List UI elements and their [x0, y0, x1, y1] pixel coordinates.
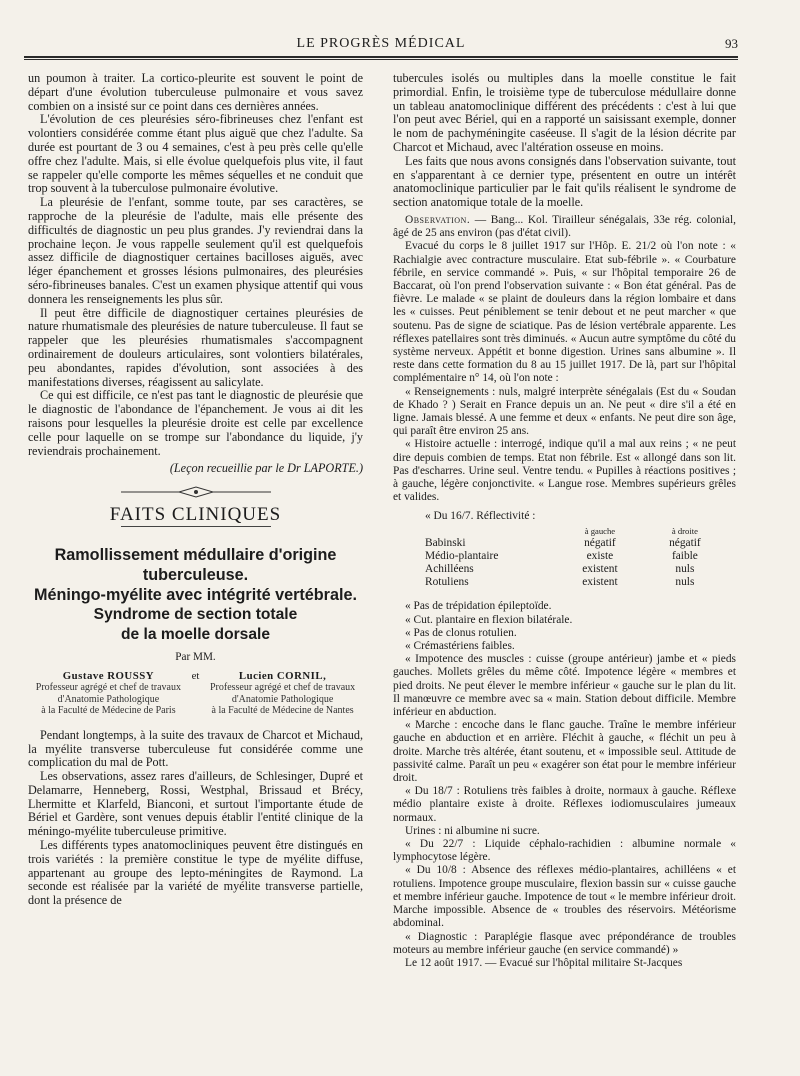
- reflex-name: Rotuliens: [425, 575, 469, 588]
- paragraph: Les faits que nous avons consignés dans l'observation suivante, tout en s'apparentant à ce dernier type, présentent en outre un intérêt anatomoclinique particulier par le fait qu'ils réalisent le syndrome de section anatomique totale de la moelle.: [393, 153, 736, 210]
- article-title-line: Syndrome de section totale: [93, 605, 298, 623]
- reflex-right-value: négatif: [669, 537, 701, 550]
- right-column: [393, 72, 736, 970]
- paragraph: Pendant longtemps, à la suite des travaux de Charcot et Michaud, la myélite transverse tuberculeuse fut considérée comme une complication du mal de Pott.: [28, 727, 363, 770]
- observation-paragraph: « Impotence des muscles : cuisse (groupe antérieur) jambe et « pieds gauches. Mollets grêles du même côté. Impotence légère « membres et pied droits. Ne peut élever le membre inférieur « gauche sur le plan du lit. Il manœuvre ce membre avec sa « main. Station debout difficile. Membre inférieur en abduction.: [393, 653, 736, 719]
- article-title-line: Méningo-myélite avec intégrité vertébrale.: [34, 585, 357, 604]
- reflex-right-value: nuls: [675, 575, 695, 588]
- running-header: [24, 26, 738, 58]
- reflex-heading: « Du 16/7. Réflectivité :: [425, 510, 536, 523]
- observation-line: « Pas de trépidation épileptoïde.: [405, 600, 552, 613]
- observation-paragraph: « Diagnostic : Paraplégie flasque avec prépondérance de troubles moteurs au membre inférieur gauche (en service commandé) »: [393, 930, 736, 956]
- author-affiliation: à la Faculté de Médecine de Nantes: [211, 705, 354, 717]
- left-column: [28, 72, 363, 908]
- author-name: Gustave ROUSSY: [62, 669, 155, 682]
- byline: Par MM.: [175, 650, 216, 663]
- reflex-right-value: nuls: [675, 562, 695, 575]
- observation-line: « Crémastériens faibles.: [405, 640, 515, 653]
- reflex-left-value: négatif: [584, 537, 616, 550]
- journal-title: LE PROGRÈS MÉDICAL: [296, 36, 466, 51]
- observation-intro: — Bang... Kol. Tirailleur sénégalais, 33e rég. colonial, âgé de 25 ans environ (pas d'état civil).: [393, 213, 736, 240]
- observation-paragraph: « Du 22/7 : Liquide céphalo-rachidien : albumine normale « lymphocytose légère.: [393, 838, 736, 864]
- observation-line: « Cut. plantaire en flexion bilatérale.: [405, 613, 573, 626]
- observation-paragraph: « Histoire actuelle : interrogé, indique qu'il a mal aux reins ; « ne peut dire depuis combien de temps. Etat non fébrile. Est « allongé dans son lit. Pas d'escharres. Urine seul. Ventre tendu. « Pupilles à réactions positives ; à gauche, légère conjonctivite. « Langue rose. Membres supérieurs grêles et valides.: [393, 438, 736, 504]
- author-affiliation: d'Anatomie Pathologique: [57, 693, 160, 705]
- header-rule: [24, 59, 738, 60]
- column-header: à gauche: [584, 526, 616, 537]
- reflex-name: Babinski: [425, 537, 466, 550]
- reflex-left-value: existent: [582, 562, 618, 575]
- observation-line: « Pas de clonus rotulien.: [405, 626, 517, 639]
- reflex-right-value: faible: [671, 550, 698, 563]
- paragraph: Ce qui est difficile, ce n'est pas tant le diagnostic de pleurésie que le diagnostic de l'abondance de l'épanchement. Je vous ai dit les raisons pour lesquelles la pleurésie droite est celle par excellence celle pour laquelle on se trompe sur l'abondance du liquide, j'y reviendrais prochainement.: [28, 388, 363, 458]
- page-number: 93: [725, 36, 738, 51]
- ornament-divider: [28, 480, 363, 504]
- article-title-line: tuberculeuse.: [142, 565, 249, 584]
- table-row: [425, 563, 725, 576]
- table-header-row: [425, 526, 725, 537]
- column-header: à droite: [671, 526, 698, 537]
- observation-label: Observation.: [405, 213, 471, 226]
- paragraph: un poumon à traiter. La cortico-pleurite est souvent le point de départ d'une évolution tuberculeuse pulmonaire et vous savez combien on a insisté sur ce point dans ces dernières années.: [28, 71, 363, 113]
- table-row: [425, 576, 725, 589]
- section-title: FAITS CLINIQUES: [109, 504, 282, 526]
- observation-paragraph: « Marche : encoche dans le flanc gauche. Traîne le membre inférieur gauche en abduction et en arrière. Fléchit à gauche, « fléchit un peu à droite. Marche très altérée, étant soutenu, et « impossible seul. Attitude de passivité calme. Paraît un peu « exagérer son état pour le membre inférieur droit.: [393, 719, 736, 785]
- reflex-left-value: existent: [582, 575, 618, 588]
- lecture-signature: (Leçon recueillie par le Dr LAPORTE.): [169, 461, 363, 476]
- author-name: Lucien CORNIL,: [238, 669, 327, 682]
- article-title-line: Ramollissement médullaire d'origine: [54, 545, 337, 564]
- observation-paragraph: Evacué du corps le 8 juillet 1917 sur l'Hôp. E. 21/2 où l'on note : « Rachialgie avec contracture musculaire. Etat sub-fébrile ». « Courbature fébrile, en service commandé ». Puis, « sur l'hôpital temporaire 26 de Baccarat, où l'on prend l'observation suivante : « Bon état général. Pas de fièvre. Le malade « se plaint de douleurs dans la région lombaire et dans les « cuisses. Peut péniblement se tenir debout et ne peut marcher « que soutenu. Pas de signe de sciatique. Pas de lésion vertébrale apparente. Les réflexes patellaires sont très diminués. « Aucun autre symptôme du côté du système nerveux. Appétit et bonne digestion. Urines sans albumine ». Il reste dans cette formation du 8 au 15 juillet 1917. De là, part sur l'hôpital complémentaire n° 14, où l'on note :: [393, 240, 736, 385]
- paragraph: L'évolution de ces pleurésies séro-fibrineuses chez l'enfant est volontiers considérée comme étant plus aiguë que chez l'adulte. Sa durée est pourtant de 3 ou 4 semaines, c'est à peu près celle qu'elle offre chez l'adulte. Mais, si elle évolue quelquefois plus vite, il faut se rappeler qu'elle comporte les mêmes séquelles et ne conduit que trop souvent à la tuberculose pulmonaire évolutive.: [28, 112, 363, 196]
- author-affiliation: Professeur agrégé et chef de travaux: [35, 682, 181, 694]
- observation-paragraph: « Renseignements : nuls, malgré interprète sénégalais (Est du « Soudan de Khado ? ) Serait en France depuis un an. Ne peut « dire s'il a été en ligne. Jamais blessé. A une femme et deux « enfants. Ne peut dire son âge, qui paraît être environ 25 ans.: [393, 385, 736, 438]
- table-row: [425, 550, 725, 563]
- author-affiliation: Professeur agrégé et chef de travaux: [209, 682, 356, 694]
- author-block: [28, 671, 363, 717]
- author-conjunction: et: [191, 669, 200, 682]
- author-2: [202, 671, 363, 717]
- paragraph: tubercules isolés ou multiples dans la moelle constitue le fait primordial. Enfin, le troisième type de tuberculose médullaire donne un tableau anatomoclinique différent des précédents : c'est à lui que l'on peut avec Bériel, qui en a rapporté un saisissant exemple, donner le nom de pachyméningite caséeuse. Il s'agit de la lésion décrite par Charcot et Michaud, avec l'altération osseuse en moins.: [393, 71, 736, 154]
- reflex-left-value: existe: [586, 550, 614, 563]
- paragraph: Il peut être difficile de diagnostiquer certaines pleurésies de nature rhumatismale des pleurésies de nature tuberculeuse. Il faut se rappeler que les pleurésies rhumatismales s'accompagnent ordinairement de douleurs articulaires, sont volontiers bilatérales, peu abondantes, rapides d'évolution, sont associées à des manifestations diverses, réagissent au salicylate.: [28, 305, 363, 389]
- reflex-name: Achilléens: [425, 562, 474, 575]
- paragraph: Les observations, assez rares d'ailleurs, de Schlesinger, Dupré et Delamarre, Henneberg, Rossi, Westphal, Brissaud et Brécy, Lhermitte et Klarfeld, Bianconi, et surtout l'importante étude de Bériel et Gardère, sont venues depuis établir l'entité clinique de la méningo-myélite tuberculeuse primitive.: [28, 769, 363, 839]
- ornament-rule-icon: [121, 485, 271, 499]
- article-title-line: de la moelle dorsale: [120, 625, 271, 643]
- observation-heading: [393, 214, 736, 240]
- paragraph: La pleurésie de l'enfant, somme toute, par ses caractères, se rapproche de la pleurésie de l'adulte, mais elle présente des difficultés de diagnostic un peu plus grandes. J'y reviendrai dans la prochaine leçon. Je vous rappelle seulement qu'il est quelquefois assez difficile de diagnostiquer certaines bacilloses aiguës, avec léger épanchement et grosses lésions pulmonaires, des pleurésies séro-fibrineuses banales. C'est un examen physique attentif qui vous donnera les renseignements les plus sûr.: [28, 195, 363, 306]
- author-affiliation: d'Anatomie Pathologique: [231, 693, 334, 705]
- author-1: [28, 671, 189, 717]
- table-row: [425, 537, 725, 550]
- reflex-table: [425, 526, 725, 588]
- reflex-name: Médio-plantaire: [425, 550, 499, 563]
- observation-paragraph: Le 12 août 1917. — Evacué sur l'hôpital militaire St-Jacques: [405, 956, 683, 969]
- observation-paragraph: Urines : ni albumine ni sucre.: [405, 824, 540, 837]
- observation-paragraph: « Du 18/7 : Rotuliens très faibles à droite, normaux à gauche. Réflexe médio plantaire existe à droite. Réflexes iodiomusculaires jumeaux normaux.: [393, 785, 736, 824]
- observation-paragraph: « Du 10/8 : Absence des réflexes médio-plantaires, achilléens « et rotuliens. Impotence groupe musculaire, flexion bassin sur « cuisse gauche et membre inférieur gauche. Impotence de tout « le membre inférieur droit. Marche impossible. Absence de « troubles des réservoirs. Météorisme abdominal.: [393, 864, 736, 930]
- paragraph: Les différents types anatomocliniques peuvent être distingués en trois variétés : la première constitue le type de myélite diffuse, appartenant au groupe des lepto-méningites de Raymond. La seconde est réalisée par la variété de myélite transverse partielle, dont la présence de: [28, 838, 363, 908]
- section-rule: [121, 526, 271, 527]
- author-affiliation: à la Faculté de Médecine de Paris: [41, 705, 176, 717]
